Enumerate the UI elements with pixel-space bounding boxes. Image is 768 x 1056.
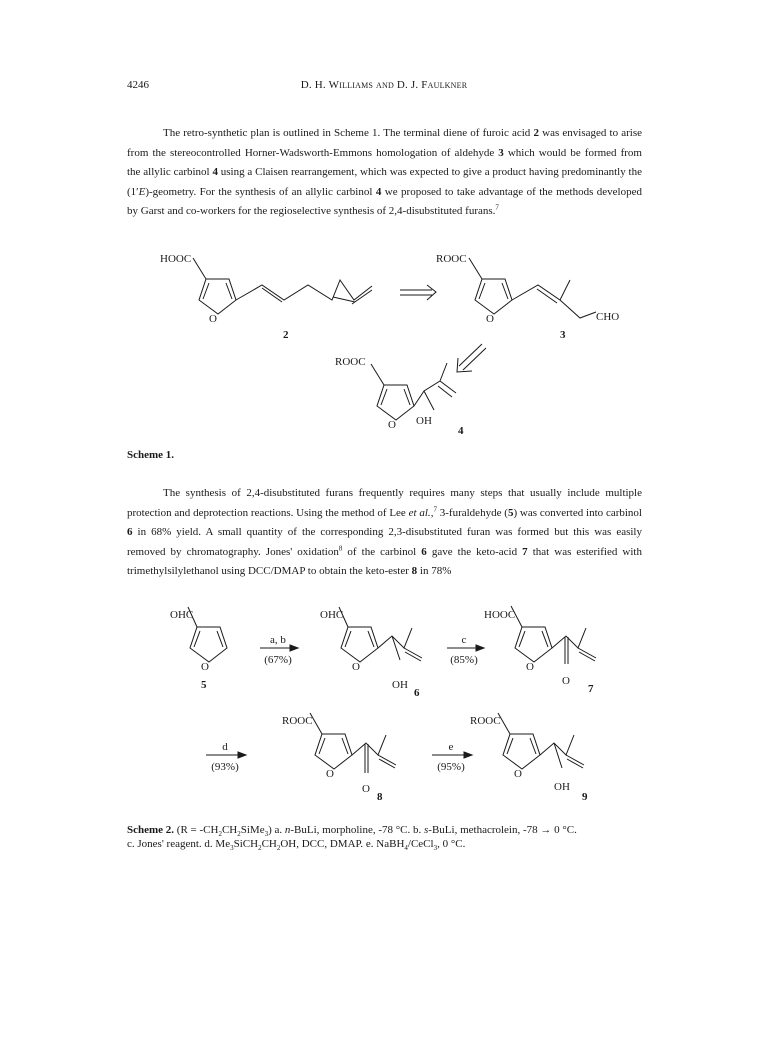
- scheme-1-caption: Scheme 1.: [127, 449, 175, 461]
- paragraph-2: The synthesis of 2,4-disubstituted furans frequently requires many steps that usually include multiple protection and deprotection reactions. Using the method of Lee et al.,$^7$ 3-furaldehyde (5) was converted into carbinol 6 in 68% yield. A small quantity of the corresponding 2,3-disubstituted furan was formed but this was easily removed by chromatography. Jones' oxidation$^8$ of the carbinol 6 gave the keto-acid 7 that was esterified with trimethylsilylethanol using DCC/DMAP to obtain the keto-ester 8 in 78%: [127, 487, 642, 578]
- furan-o-6: O: [352, 661, 360, 673]
- scheme-2-caption: Scheme 2. $(R = -CH_2CH_2SiMe_3)$ a. n-BuLi, morpholine, -78 °C. b. s-BuLi, methacrolein, -78 → 0 °C. c. Jones' reagent. d. $Me_3SiCH_2CH_2OH$, DCC, DMAP. e. NaBH$_4$/CeCl$_3$, 0 °C.: [127, 824, 577, 853]
- furan-ring-9: [503, 734, 540, 769]
- compound-label-3: 3: [560, 329, 566, 341]
- furan-o-8: O: [326, 768, 334, 780]
- compound-label-5: 5: [201, 679, 207, 691]
- oh-group-9: OH: [554, 781, 570, 793]
- cho-group-3: CHO: [596, 311, 620, 323]
- compound-label-2: 2: [283, 329, 289, 341]
- hooc-group-2: HOOC: [160, 253, 192, 265]
- page-number: 4246: [127, 79, 149, 91]
- furan-o-3: O: [486, 313, 494, 325]
- arrow-d-yield: (93%): [211, 761, 239, 773]
- oh-group-6: OH: [392, 679, 408, 691]
- arrow-c-yield: (85%): [450, 654, 478, 666]
- compound-label-8: 8: [377, 791, 383, 803]
- keto-o-8: O: [362, 783, 370, 795]
- running-header: D. H. Williams and D. J. Faulkner: [300, 79, 468, 91]
- hooc-group-7: HOOC: [484, 609, 516, 621]
- furan-ring-5: [190, 627, 227, 662]
- arrow-e-reagents: e: [448, 741, 454, 753]
- arrow-d-reagents: d: [222, 741, 228, 753]
- paragraph-1: The retro-synthetic plan is outlined in Scheme 1. The terminal diene of furoic acid 2 was envisaged to arise from the stereocontrolled Horner-Wadsworth-Emmons homologation of aldehyde 3 which would be formed from the allylic carbinol 4 using a Claisen rearrangement, which was expected to give a product having predominantly the (1′E)-geometry. For the synthesis of an allylic carbinol 4 we proposed to take advantage of the methods developed by Garst and co-workers for the regioselective synthesis of 2,4-disubstituted furans.$^7$: [127, 127, 643, 218]
- furan-o-7: O: [526, 661, 534, 673]
- oh-group-4: OH: [416, 415, 432, 427]
- furan-o-5: O: [201, 661, 209, 673]
- compound-label-7: 7: [588, 683, 594, 695]
- furan-o-4: O: [388, 419, 396, 431]
- arrow-e-yield: (95%): [437, 761, 465, 773]
- ohc-group-6: OHC: [320, 609, 344, 621]
- ohc-group-5: OHC: [170, 609, 194, 621]
- compound-label-6: 6: [414, 687, 420, 699]
- furan-o-2: O: [209, 313, 217, 325]
- furan-ring-6: [341, 627, 378, 662]
- rooc-group-4: ROOC: [335, 356, 366, 368]
- furan-ring-7: [515, 627, 552, 662]
- rooc-group-8: ROOC: [282, 715, 313, 727]
- compound-label-9: 9: [582, 791, 588, 803]
- arrow-ab-reagents: a, b: [270, 634, 286, 646]
- compound-label-4: 4: [458, 425, 464, 437]
- keto-o-7: O: [562, 675, 570, 687]
- arrow-ab-yield: (67%): [264, 654, 292, 666]
- rooc-group-3: ROOC: [436, 253, 467, 265]
- arrow-c-reagents: c: [461, 634, 467, 646]
- rooc-group-9: ROOC: [470, 715, 501, 727]
- furan-o-9: O: [514, 768, 522, 780]
- furan-ring-8: [315, 734, 352, 769]
